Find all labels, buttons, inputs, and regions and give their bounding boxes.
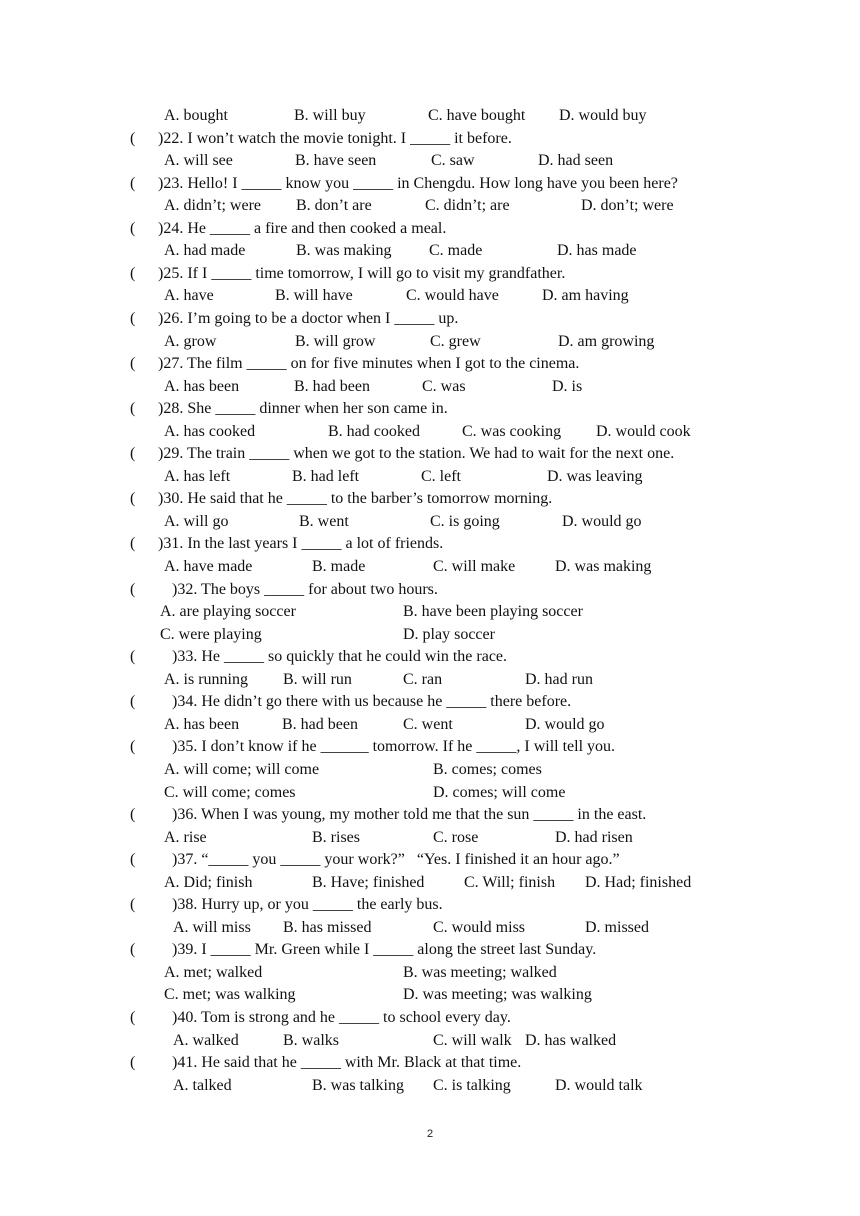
question-stem: )22. I won’t watch the movie tonight. I _____ it before. xyxy=(158,130,512,147)
answer-option: C. went xyxy=(403,716,453,733)
answer-paren: ( xyxy=(130,941,136,958)
answer-option: A. will go xyxy=(164,513,229,530)
question-stem: )23. Hello! I _____ know you _____ in Chengdu. How long have you been here? xyxy=(158,175,678,192)
answer-option: D. had run xyxy=(525,671,593,688)
answer-option: D. would go xyxy=(525,716,605,733)
answer-option: D. am growing xyxy=(558,333,655,350)
question-stem: )32. The boys _____ for about two hours. xyxy=(172,581,438,598)
question-stem: )40. Tom is strong and he _____ to school every day. xyxy=(172,1009,511,1026)
answer-paren: ( xyxy=(130,535,136,552)
answer-option: C. would miss xyxy=(433,919,526,936)
answer-option: D. would go xyxy=(562,513,642,530)
page-number: 2 xyxy=(426,1128,434,1140)
answer-paren: ( xyxy=(130,490,136,507)
answer-option: B. was talking xyxy=(312,1077,404,1094)
answer-option: D. don’t; were xyxy=(581,197,674,214)
answer-option: A. rise xyxy=(164,829,207,846)
answer-option: A. Did; finish xyxy=(164,874,253,891)
answer-option: A. will see xyxy=(164,152,233,169)
answer-option: B. had been xyxy=(282,716,358,733)
answer-option: C. have bought xyxy=(428,107,526,124)
answer-option: D. would talk xyxy=(555,1077,643,1094)
answer-option: C. rose xyxy=(433,829,479,846)
answer-option: C. was xyxy=(422,378,466,395)
answer-paren: ( xyxy=(130,355,136,372)
answer-option: D. had risen xyxy=(555,829,633,846)
answer-option: A. has left xyxy=(164,468,231,485)
answer-option: B. went xyxy=(299,513,349,530)
answer-option: C. would have xyxy=(406,287,499,304)
question-stem: )26. I’m going to be a doctor when I _____ up. xyxy=(158,310,459,327)
answer-option: D. would cook xyxy=(596,423,691,440)
answer-option: B. will have xyxy=(275,287,353,304)
answer-paren: ( xyxy=(130,400,136,417)
answer-option: C. left xyxy=(421,468,461,485)
answer-option: C. met; was walking xyxy=(164,986,296,1003)
answer-option: D. was leaving xyxy=(547,468,643,485)
answer-paren: ( xyxy=(130,175,136,192)
answer-option: C. was cooking xyxy=(462,423,562,440)
question-stem: )41. He said that he _____ with Mr. Black at that time. xyxy=(172,1054,522,1071)
question-stem: )38. Hurry up, or you _____ the early bus. xyxy=(172,896,443,913)
answer-option: A. is running xyxy=(164,671,248,688)
answer-option: B. had cooked xyxy=(328,423,420,440)
answer-option: C. is talking xyxy=(433,1077,511,1094)
answer-option: D. am having xyxy=(542,287,629,304)
question-stem: )34. He didn’t go there with us because he _____ there before. xyxy=(172,693,572,710)
answer-option: A. have xyxy=(164,287,214,304)
answer-option: C. didn’t; are xyxy=(425,197,510,214)
answer-option: D. missed xyxy=(585,919,649,936)
answer-option: C. is going xyxy=(430,513,500,530)
answer-paren: ( xyxy=(130,130,136,147)
answer-option: B. was meeting; walked xyxy=(403,964,557,981)
answer-option: B. will buy xyxy=(294,107,366,124)
question-stem: )28. She _____ dinner when her son came in. xyxy=(158,400,448,417)
answer-paren: ( xyxy=(130,265,136,282)
answer-option: B. had left xyxy=(292,468,360,485)
answer-option: B. comes; comes xyxy=(433,761,542,778)
answer-option: C. made xyxy=(429,242,483,259)
answer-paren: ( xyxy=(130,693,136,710)
answer-option: B. don’t are xyxy=(296,197,372,214)
question-stem: )39. I _____ Mr. Green while I _____ along the street last Sunday. xyxy=(172,941,597,958)
answer-option: A. have made xyxy=(164,558,253,575)
question-stem: )25. If I _____ time tomorrow, I will go to visit my grandfather. xyxy=(158,265,566,282)
answer-option: D. play soccer xyxy=(403,626,495,643)
answer-option: B. walks xyxy=(283,1032,339,1049)
answer-option: A. bought xyxy=(164,107,228,124)
answer-option: C. saw xyxy=(431,152,475,169)
question-stem: )27. The film _____ on for five minutes when I got to the cinema. xyxy=(158,355,580,372)
answer-option: A. has cooked xyxy=(164,423,256,440)
answer-option: B. Have; finished xyxy=(312,874,425,891)
answer-option: D. had seen xyxy=(538,152,614,169)
answer-paren: ( xyxy=(130,648,136,665)
answer-option: C. will make xyxy=(433,558,516,575)
answer-paren: ( xyxy=(130,1009,136,1026)
answer-option: A. didn’t; were xyxy=(164,197,262,214)
answer-option: C. ran xyxy=(403,671,443,688)
answer-option: A. talked xyxy=(173,1077,232,1094)
question-stem: )36. When I was young, my mother told me that the sun _____ in the east. xyxy=(172,806,647,823)
answer-option: B. has missed xyxy=(283,919,372,936)
answer-option: A. walked xyxy=(173,1032,239,1049)
question-stem: )31. In the last years I _____ a lot of friends. xyxy=(158,535,444,552)
answer-paren: ( xyxy=(130,851,136,868)
answer-option: C. will come; comes xyxy=(164,784,296,801)
answer-paren: ( xyxy=(130,806,136,823)
answer-option: D. was meeting; was walking xyxy=(403,986,592,1003)
answer-option: A. will come; will come xyxy=(164,761,320,778)
answer-option: A. are playing soccer xyxy=(160,603,296,620)
answer-option: A. has been xyxy=(164,716,240,733)
answer-option: B. was making xyxy=(296,242,392,259)
answer-option: B. made xyxy=(312,558,366,575)
answer-option: A. met; walked xyxy=(164,964,263,981)
answer-option: B. rises xyxy=(312,829,360,846)
answer-option: A. has been xyxy=(164,378,240,395)
question-stem: )30. He said that he _____ to the barber’s tomorrow morning. xyxy=(158,490,553,507)
answer-option: C. grew xyxy=(430,333,481,350)
answer-option: D. comes; will come xyxy=(433,784,566,801)
answer-option: B. will grow xyxy=(295,333,376,350)
answer-paren: ( xyxy=(130,581,136,598)
answer-paren: ( xyxy=(130,896,136,913)
answer-option: A. will miss xyxy=(173,919,251,936)
answer-option: B. will run xyxy=(283,671,352,688)
answer-option: A. had made xyxy=(164,242,246,259)
answer-option: C. Will; finish xyxy=(464,874,556,891)
question-stem: )29. The train _____ when we got to the station. We had to wait for the next one. xyxy=(158,445,675,462)
answer-option: B. had been xyxy=(294,378,370,395)
answer-paren: ( xyxy=(130,445,136,462)
answer-paren: ( xyxy=(130,738,136,755)
answer-option: D. is xyxy=(552,378,583,395)
answer-option: D. has walked xyxy=(525,1032,617,1049)
answer-option: D. has made xyxy=(557,242,637,259)
question-stem: )35. I don’t know if he ______ tomorrow. If he _____, I will tell you. xyxy=(172,738,616,755)
answer-option: D. was making xyxy=(555,558,652,575)
answer-option: C. were playing xyxy=(160,626,262,643)
answer-paren: ( xyxy=(130,220,136,237)
answer-option: D. Had; finished xyxy=(585,874,692,891)
answer-option: C. will walk xyxy=(433,1032,512,1049)
answer-paren: ( xyxy=(130,310,136,327)
answer-option: B. have seen xyxy=(295,152,377,169)
answer-option: D. would buy xyxy=(559,107,647,124)
answer-option: A. grow xyxy=(164,333,217,350)
question-stem: )37. “_____ you _____ your work?” “Yes. I finished it an hour ago.” xyxy=(172,851,620,868)
answer-option: B. have been playing soccer xyxy=(403,603,583,620)
question-stem: )24. He _____ a fire and then cooked a meal. xyxy=(158,220,447,237)
answer-paren: ( xyxy=(130,1054,136,1071)
question-stem: )33. He _____ so quickly that he could win the race. xyxy=(172,648,508,665)
